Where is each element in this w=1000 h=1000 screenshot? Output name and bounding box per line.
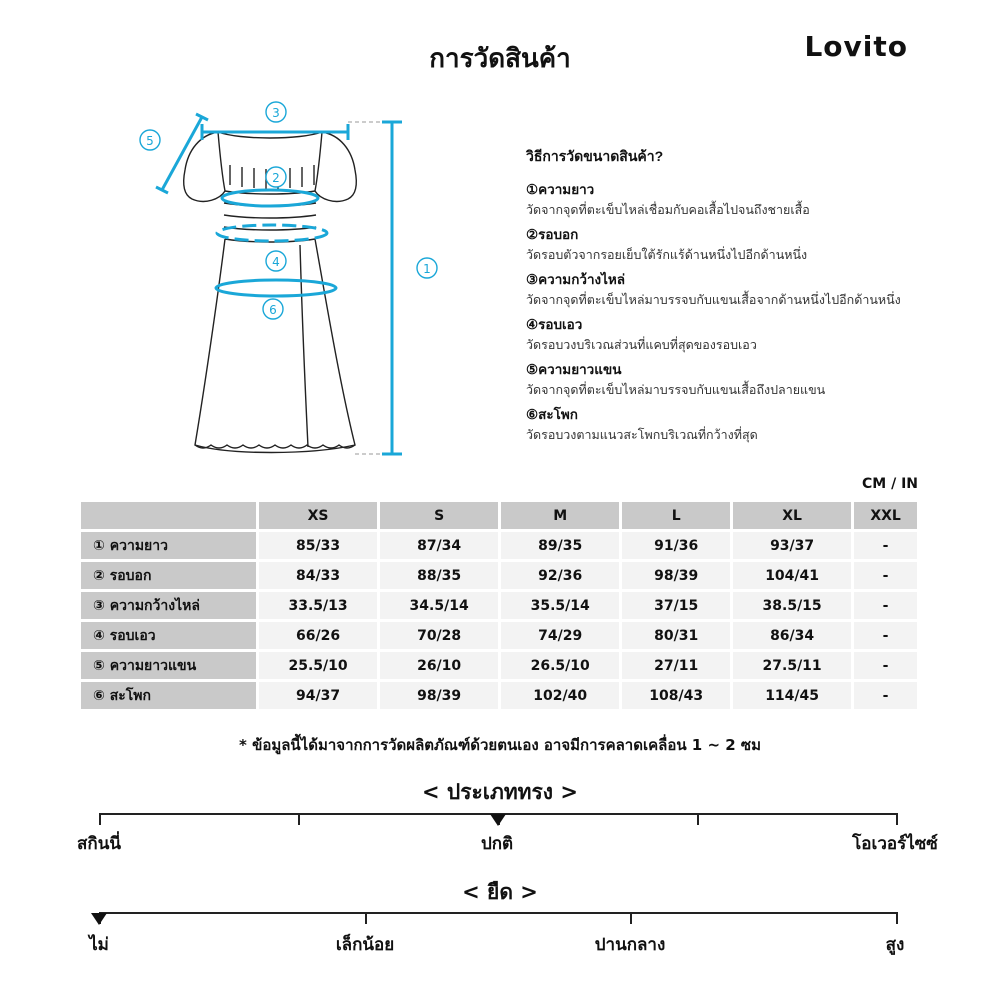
measurement-guide [526,146,966,447]
size-value-cell: 98/39 [622,562,730,589]
size-value-cell: 92/36 [501,562,619,589]
sleeve-length-line [162,117,202,190]
size-header: M [501,502,619,529]
size-value-cell: 25.5/10 [259,652,377,679]
hip-ellipse [216,280,336,296]
size-value-cell: - [854,682,917,709]
size-value-cell: 87/34 [380,532,498,559]
stretch-label-medium: ปานกลาง [594,935,666,955]
size-header: XL [733,502,851,529]
size-header: XS [259,502,377,529]
fit-scale-tick [298,813,300,825]
page-title: การวัดสินค้า [429,44,571,74]
row-label: ① ความยาว [81,532,256,559]
table-row [81,592,917,619]
size-value-cell: 66/26 [259,622,377,649]
row-label: ⑥ สะโพก [81,682,256,709]
row-label: ⑤ ความยาวแขน [81,652,256,679]
size-value-cell: 26.5/10 [501,652,619,679]
size-value-cell: 27.5/11 [733,652,851,679]
guide-item-head: ⑥สะโพก [526,407,578,422]
size-value-cell: 108/43 [622,682,730,709]
size-header-row [81,502,917,529]
table-row [81,532,917,559]
size-value-cell: 94/37 [259,682,377,709]
size-value-cell: - [854,532,917,559]
fit-scale-tick [896,813,898,825]
measurement-note: * ข้อมูลนี้ได้มาจากการวัดผลิตภัณฑ์ด้วยตนเอง อาจมีการคลาดเคลื่อน 1 ~ 2 ซม [239,736,761,754]
guide-item-head: ⑤ความยาวแขน [526,362,622,377]
bust-ellipse [222,190,318,206]
size-value-cell: 74/29 [501,622,619,649]
fit-label-skinny: สกินนี่ [77,834,121,854]
fit-label-regular: ปกติ [480,834,514,854]
row-label: ③ ความกว้างไหล่ [81,592,256,619]
guide-item-head: ②รอบอก [526,227,579,242]
size-header: XXL [854,502,917,529]
size-value-cell: 35.5/14 [501,592,619,619]
table-row [81,562,917,589]
size-value-cell: 27/11 [622,652,730,679]
size-value-cell: 93/37 [733,532,851,559]
stretch-label-slight: เล็กน้อย [335,935,395,955]
table-row [81,682,917,709]
stretch-scale-line [99,912,896,914]
guide-item [526,313,966,355]
row-label: ② รอบอก [81,562,256,589]
stretch-scale-tick [365,912,367,924]
size-value-cell: 26/10 [380,652,498,679]
stretch-label-high: สูง [885,935,905,955]
row-label: ④ รอบเอว [81,622,256,649]
size-value-cell: 34.5/14 [380,592,498,619]
guide-item-desc: วัดจากจุดที่ตะเข็บไหล่มาบรรจบกับแขนเสื้อถึงปลายแขน [526,383,826,397]
marker-label-1: 1 [423,262,431,276]
size-value-cell: 86/34 [733,622,851,649]
header-blank-cell [81,502,256,529]
size-value-cell: 102/40 [501,682,619,709]
fit-scale-tick [99,813,101,825]
table-row [81,652,917,679]
guide-title: วิธีการวัดขนาดสินค้า? [526,148,664,164]
size-header: S [380,502,498,529]
stretch-scale-title: < ยืด > [462,880,538,904]
size-value-cell: 91/36 [622,532,730,559]
size-value-cell: - [854,622,917,649]
stretch-scale-tick [630,912,632,924]
table-row [81,622,917,649]
size-value-cell: 89/35 [501,532,619,559]
size-value-cell: 33.5/13 [259,592,377,619]
marker-label-4: 4 [272,255,280,269]
size-value-cell: 70/28 [380,622,498,649]
guide-item-desc: วัดจากจุดที่ตะเข็บไหล่เชื่อมกับคอเสื้อไปจนถึงชายเสื้อ [526,203,810,217]
stretch-label-none: ไม่ [89,935,109,955]
guide-item-head: ④รอบเอว [526,317,583,332]
size-table [78,499,920,712]
unit-label: CM / IN [862,476,918,492]
size-value-cell: 114/45 [733,682,851,709]
marker-label-3: 3 [272,106,280,120]
size-value-cell: - [854,562,917,589]
guide-item-desc: วัดรอบวงบริเวณส่วนที่แคบที่สุดของรอบเอว [526,338,757,352]
stretch-selected-marker [91,913,107,925]
size-value-cell: 37/15 [622,592,730,619]
size-value-cell: 98/39 [380,682,498,709]
guide-item-head: ③ความกว้างไหล่ [526,272,626,287]
dress-measurement-diagram [130,95,450,465]
size-value-cell: 104/41 [733,562,851,589]
guide-item [526,268,966,310]
guide-item [526,178,966,220]
size-value-cell: 84/33 [259,562,377,589]
stretch-scale-tick [896,912,898,924]
guide-item-desc: วัดรอบวงตามแนวสะโพกบริเวณที่กว้างที่สุด [526,428,758,442]
size-value-cell: 88/35 [380,562,498,589]
guide-item [526,358,966,400]
guide-item [526,403,966,445]
fit-scale-tick [697,813,699,825]
size-value-cell: 85/33 [259,532,377,559]
marker-label-2: 2 [272,171,280,185]
guide-item-desc: วัดจากจุดที่ตะเข็บไหล่มาบรรจบกับแขนเสื้อจากด้านหนึ่งไปอีกด้านหนึ่ง [526,293,901,307]
brand-logo: Lovito [804,30,908,63]
guide-item-desc: วัดรอบตัวจากรอยเย็บใต้รักแร้ด้านหนึ่งไปอีกด้านหนึ่ง [526,248,808,262]
size-header: L [622,502,730,529]
guide-item [526,223,966,265]
size-value-cell: 80/31 [622,622,730,649]
fit-selected-marker [490,814,506,826]
waist-ellipse [217,225,327,241]
fit-scale-title: < ประเภททรง > [422,780,578,804]
marker-label-5: 5 [146,134,154,148]
size-value-cell: - [854,652,917,679]
size-value-cell: - [854,592,917,619]
marker-label-6: 6 [269,303,277,317]
size-value-cell: 38.5/15 [733,592,851,619]
guide-item-head: ①ความยาว [526,182,595,197]
fit-label-oversize: โอเวอร์ไซซ์ [852,834,938,854]
